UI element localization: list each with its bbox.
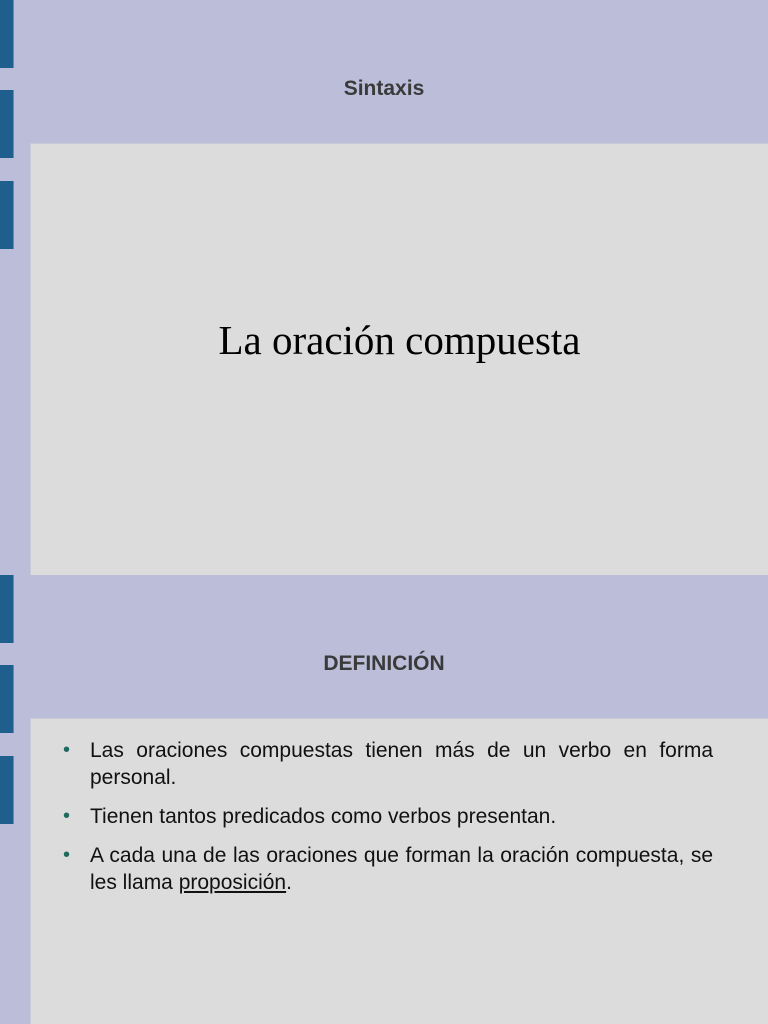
bullet-text: A cada una de las oraciones que forman la oración compuesta, se les llama [90, 844, 713, 894]
bullet-text: Tienen tantos predicados como verbos presentan. [90, 805, 557, 828]
slide-title: Sintaxis [343, 77, 425, 100]
accent-bar [0, 756, 14, 824]
bullet-icon: • [63, 844, 71, 866]
bullet-text: Las oraciones compuestas tienen más de un verbo en forma personal. [90, 739, 713, 789]
list-item [63, 803, 713, 830]
main-title: La oración compuesta [218, 317, 581, 363]
slide-2 [0, 575, 768, 1024]
bullet-icon: • [63, 805, 71, 827]
content-panel [30, 143, 768, 575]
accent-bar [0, 0, 14, 68]
accent-bar [0, 575, 14, 643]
bullet-icon: • [63, 739, 71, 761]
list-item [63, 842, 713, 896]
bullet-text-end: . [286, 871, 292, 894]
slide-title: DEFINICIÓN [323, 652, 445, 675]
list-item [63, 737, 713, 791]
content-panel [30, 718, 768, 1024]
accent-bar [0, 181, 14, 249]
bullet-list [63, 737, 713, 908]
underlined-term: proposición [178, 871, 287, 894]
